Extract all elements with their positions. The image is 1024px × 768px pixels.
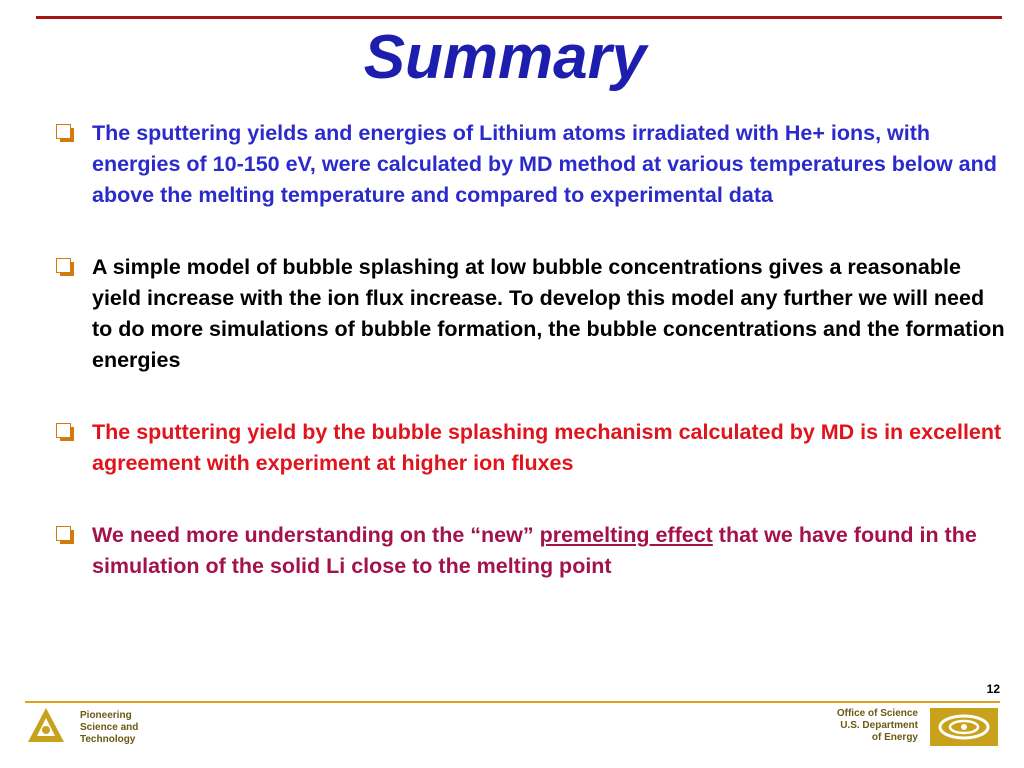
doe-logo-icon — [930, 708, 998, 746]
footer-left-line: Technology — [80, 734, 136, 745]
bullet-text-before: We need more understanding on the “new” — [92, 523, 540, 547]
bullet-text-after: that we have found in the simulation of the solid Li close to the melting point — [92, 523, 977, 578]
bullet-text: A simple model of bubble splashing at low bubble concentrations gives a reasonable yield increase with the ion flux increase. To develop this model any further we will need to do more simulations of bubble formation, the bubble concentrations and the formation energies — [92, 255, 1005, 372]
argonne-logo-icon — [26, 706, 66, 746]
top-rule — [36, 16, 1002, 19]
bullet-item — [56, 252, 1006, 376]
footer-right-text — [837, 708, 918, 744]
footer-right-line: U.S. Department — [840, 720, 918, 731]
checkbox-icon — [56, 124, 73, 141]
bullet-text: The sputtering yields and energies of Lithium atoms irradiated with He+ ions, with energies of 10-150 eV, were calculated by MD method at various temperatures below and above the melting temperature and compared to experimental data — [92, 121, 997, 207]
bullet-item — [56, 417, 1006, 479]
checkbox-icon — [56, 423, 73, 440]
footer-right-line: of Energy — [871, 732, 918, 743]
footer-right-line: Office of Science — [836, 708, 918, 719]
slide-title: Summary — [363, 23, 647, 92]
checkbox-icon — [56, 526, 73, 543]
footer-left-line: Pioneering — [80, 710, 132, 721]
footer-left-line: Science and — [80, 722, 139, 733]
bullet-list — [56, 118, 1006, 582]
bullet-item — [56, 118, 1006, 211]
footer-left-text — [80, 710, 138, 746]
checkbox-icon — [56, 258, 73, 275]
bullet-text: The sputtering yield by the bubble splashing mechanism calculated by MD is in excellent agreement with experiment at higher ion fluxes — [92, 420, 1002, 475]
page-number: 12 — [986, 682, 1000, 696]
bottom-rule — [25, 701, 1000, 703]
bullet-item — [56, 520, 1006, 582]
bullet-text — [92, 523, 977, 578]
premelting-effect-link: premelting effect — [539, 523, 713, 547]
